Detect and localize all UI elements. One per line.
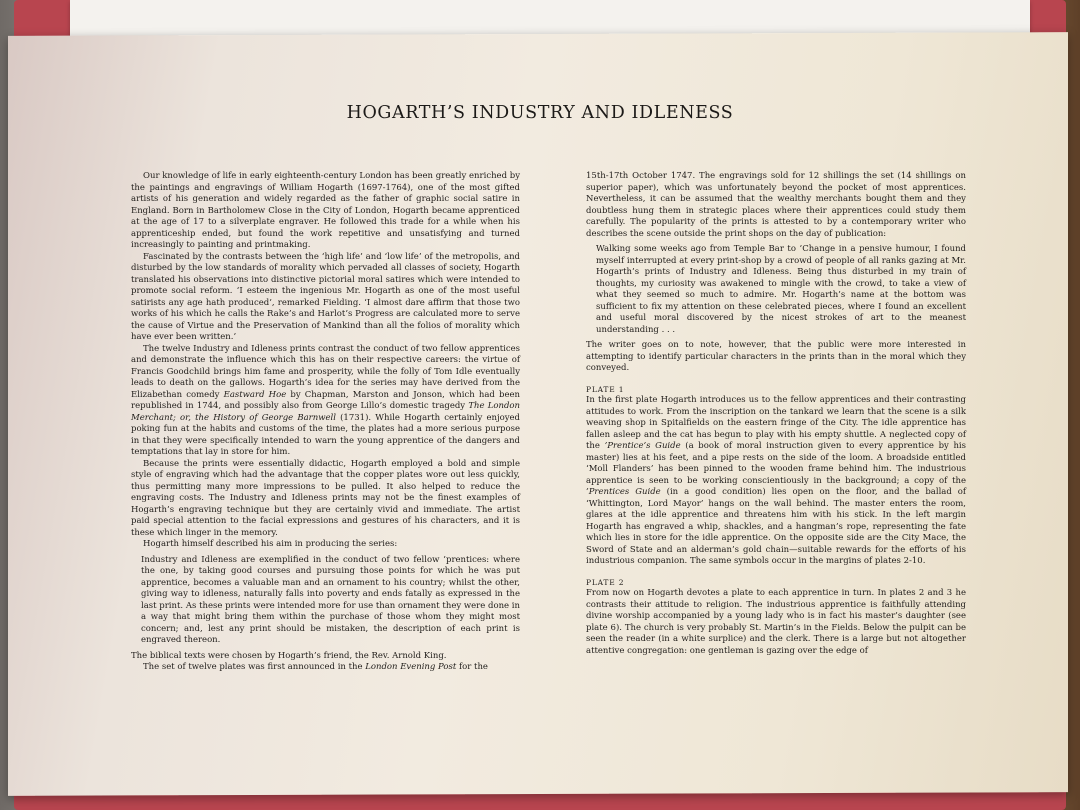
aim-paragraph: Hogarth himself described his aim in producing the series:: [143, 539, 398, 549]
biblical-texts-paragraph: The biblical texts were chosen by Hogarth’s friend, the Rev. Arnold King.: [131, 650, 447, 661]
writer-note-paragraph: The writer goes on to note, however, that the public were more interested in attempting to identify particular characters in the prints than in the moral which they conveyed.: [586, 340, 966, 373]
prentice-guide-title: ’Prentice’s Guide: [604, 441, 681, 451]
play-title: Eastward Hoe: [223, 389, 287, 400]
announcement-paragraph: The set of twelve plates was first announced in the London Evening Post for the: [143, 662, 488, 672]
plate-1-heading: PLATE 1: [586, 384, 625, 394]
plate-1-description: In the first plate Hogarth introduces us to the fellow apprentices and their contrasting attitudes to work. From the inscription on the tankard we learn that the scene is a silk weaving shop in Spitalfields on the eastern fringe of the City. The idle apprentice has fallen asleep and the cat has begun to play with his empty shuttle. A neglected copy of the ’Prentice’s Guide (a book of moral instruction given to every apprentice by his master) lies at his feet, and a pipe rests on the side of the loom. A broadside entitled ‘Moll Flanders’ has been pinned to the wooden frame behind him. The industrious apprentice is seen to be working conscientiously in the background; a copy of the ’Prentices Guide (in a good condition) lies open on the floor, and the ballad of ‘Whittington, Lord Mayor’ hangs on the wall behind. The master enters the room, glares at the idle apprentice and threatens him with his stick. In the left margin Hogarth has engraved a whip, shackles, and a hangman’s rope, representing the fate which lies in store for the idle apprentice. On the opposite side are the City Mace, the Sword of State and an alderman’s gold chain—suitable rewards for the efforts of his industrious companion. The same symbols occur in the margins of plates 2-10.: [586, 395, 967, 566]
plate-2-description: From now on Hogarth devotes a plate to each apprentice in turn. In plates 2 and 3 he contrasts their attitude to religion. The industrious apprentice is faithfully attending divine worship accompanied by a young lady who is in fact his master’s daughter (see plate 6). The church is very probably St. Martin’s in the Fields. Below the pulpit can be seen the reader (in a white surplice) and the clerk. There is a large but not altogether attentive congregation: one gentleman is gazing over the edge of: [586, 588, 966, 656]
hogarth-quote: Industry and Idleness are exemplified in the conduct of two fellow ’prentices: where the one, by taking good courses and pursuing those points for which he was put apprentice, becomes a valuable man and an ornament to his country; whilst the other, giving way to idleness, naturally falls into poverty and ends fatally as expressed in the last print. As these prints were intended more for use than ornament they were done in a way that might bring them within the purchase of those whom they might most concern; and, lest any print should be mistaken, the description of each print is engraved thereon.: [141, 554, 520, 645]
satire-paragraph: Fascinated by the contrasts between the ‘high life’ and ‘low life’ of the metropolis, and disturbed by the low standards of morality which pervaded all classes of society, Hogarth translated his observations into distinctive pictorial moral satires which were intended to promote social reform. ‘I esteem the ingenious Mr. Hogarth as one of the most useful satirists any age hath produced’, remarked Fielding. ‘I almost dare affirm that those two works of his which he calls the Rake’s and Harlot’s Progress are calculated more to serve the cause of Virtue and the Preservation of Mankind than all the folios of morality which have ever been written.’: [131, 251, 520, 342]
right-column: [586, 171, 966, 657]
tragedy-title: The London Merchant; or, the History of George Barnwell: [131, 401, 520, 423]
prentices-guide-title: ’Prentices Guide: [586, 487, 661, 497]
page-title: HOGARTH’S INDUSTRY AND IDLENESS: [346, 103, 734, 123]
style-paragraph: Because the prints were essentially didactic, Hogarth employed a bold and simple style of engraving which had the advantage that the copper plates wore out less quickly, thus permitting many more impressions to be pulled. It also helped to reduce the engraving costs. The Industry and Idleness prints may not be the finest examples of Hogarth’s engraving technique but they are certainly vivid and immediate. The artist paid special attention to the facial expressions and gestures of his characters, and it is these which linger in the memory.: [131, 458, 520, 538]
newspaper-title: London Evening Post: [365, 662, 457, 672]
intro-paragraph: Our knowledge of life in early eighteenth-century London has been greatly enriched by the paintings and engravings of William Hogarth (1697-1764), one of the most gifted artists of his generation and widely regarded as the father of graphic social satire in England. Born in Bartholomew Close in the City of London, Hogarth became apprenticed at the age of 17 to a silverplate engraver. He followed this trade for a while when his apprenticeship ended, but found the work repetitive and unsatisfying and turned increasingly to painting and printmaking.: [131, 171, 520, 250]
series-paragraph: The twelve Industry and Idleness prints contrast the conduct of two fellow apprentices and demonstrate the influence which this has on their respective careers: the virtue of Francis Goodchild brings him fame and prosperity, while the folly of Tom Idle eventually leads to death on the gallows. Hogarth’s idea for the series may have derived from the Elizabethan comedy Eastward Hoe by Chapman, Marston and Jonson, which had been republished in 1744, and possibly also from George Lillo’s domestic tragedy The London Merchant; or, the History of George Barnwell (1731). While Hogarth certainly enjoyed poking fun at the habits and customs of the time, the plates had a more serious purpose in that they were specifically intended to warn the young apprentice of the dangers and temptations that lay in store for him.: [131, 343, 521, 457]
sales-paragraph: 15th-17th October 1747. The engravings sold for 12 shillings the set (14 shillings on superior paper), which was unfortunately beyond the pocket of most apprentices. Nevertheless, it can be assumed that the wealthy merchants bought them and they doubtless hung them in strategic places where their apprentices could study them carefully. The popularity of the prints is attested to by a contemporary writer who describes the scene outside the print shops on the day of publication:: [586, 171, 966, 239]
plate-2-heading: PLATE 2: [586, 577, 625, 587]
contemporary-quote: Walking some weeks ago from Temple Bar to ’Change in a pensive humour, I found myself interrupted at every print-shop by a crowd of people of all ranks gazing at Mr. Hogarth’s prints of Industry and Idleness. Being thus disturbed in my train of thoughts, my curiosity was awakened to mingle with the crowd, to take a view of what they seemed so much to admire. Mr. Hogarth’s name at the bottom was sufficient to fix my attention on these celebrated pieces, where I found an excellent and useful moral discovered by the nicest strokes of art to the meanest understanding . . .: [596, 244, 966, 335]
left-column: [131, 171, 520, 674]
